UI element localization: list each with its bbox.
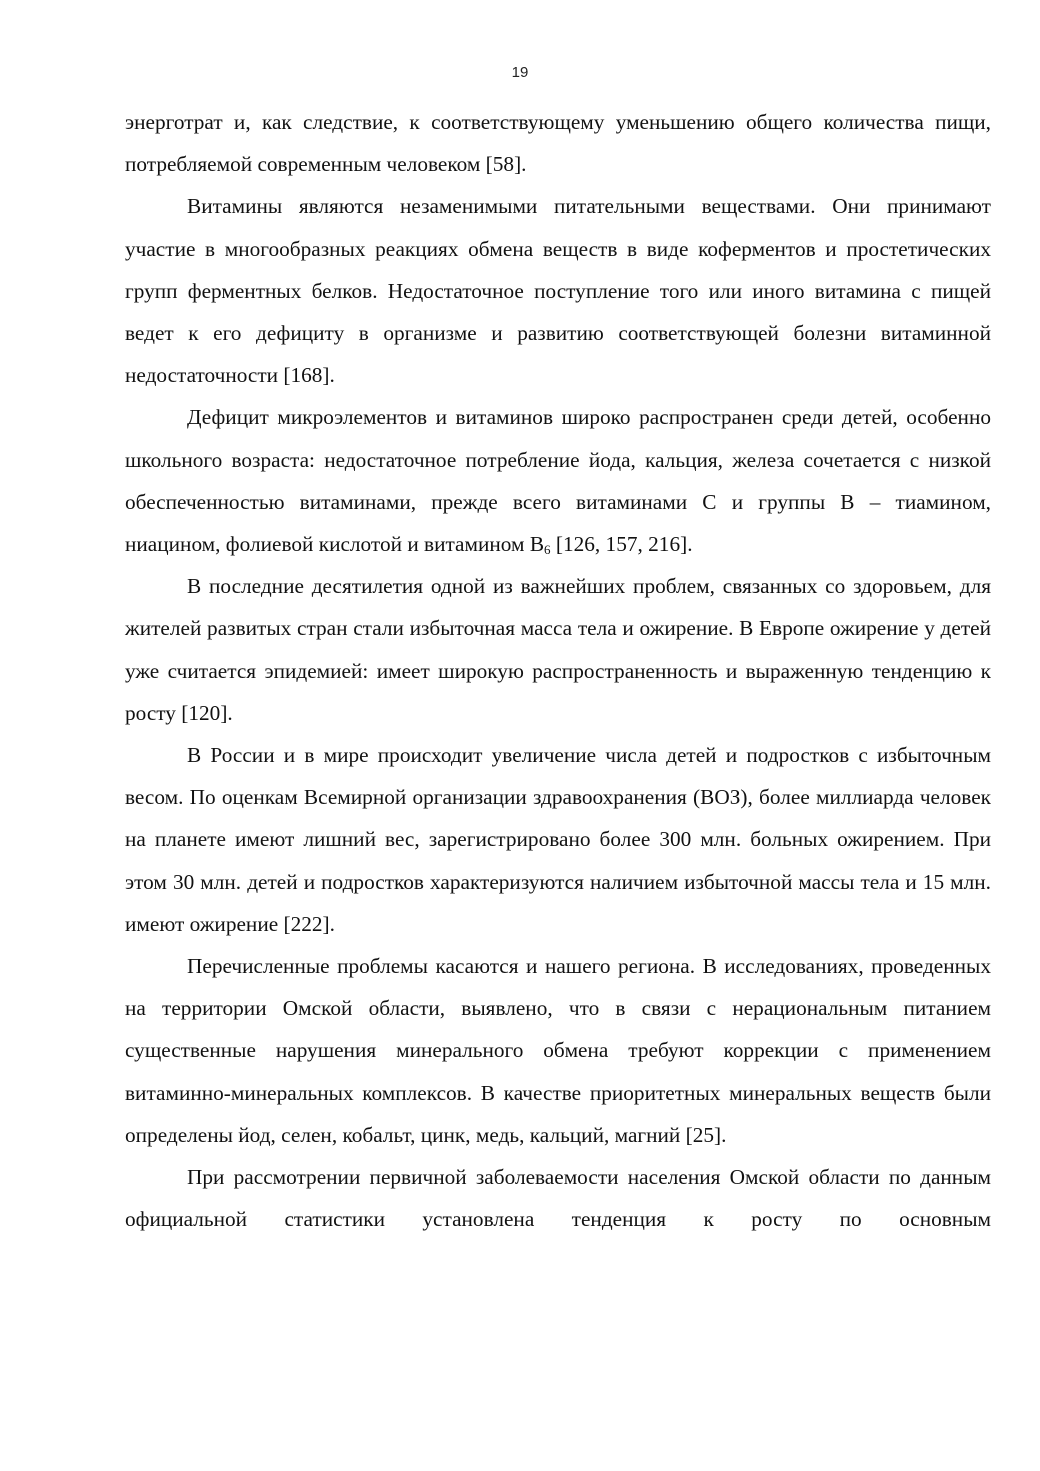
paragraph-micronutrient-deficiency <box>125 396 991 565</box>
paragraph-omsk-region: Перечисленные проблемы касаются и нашего региона. В исследованиях, проведенных на территории Омской области, выявлено, что в связи с нерациональным питанием существенные нарушения минерального обмена требуют коррекции с применением витаминно-минеральных комплексов. В качестве приоритетных минеральных веществ были определены йод, селен, кобальт, цинк, медь, кальций, магний [25]. <box>125 954 991 1147</box>
subscript: 6 <box>544 542 551 558</box>
paragraph-obesity-russia: В России и в мире происходит увеличение числа детей и подростков с избыточным весом. По оценкам Всемирной организации здравоохранения (ВОЗ), более миллиарда человек на планете имеют лишний вес, зарегистрировано более 300 млн. больных ожирением. При этом 30 млн. детей и подростков характеризуются наличием избыточной массы тела и 15 млн. имеют ожирение [222]. <box>125 743 991 936</box>
paragraph-morbidity: При рассмотрении первичной заболеваемости населения Омской области по данным официальной статистики установлена тенденция к росту по основным <box>125 1165 991 1232</box>
paragraph-obesity-europe: В последние десятилетия одной из важнейших проблем, связанных со здоровьем, для жителей развитых стран стали избыточная масса тела и ожирение. В Европе ожирение у детей уже считается эпидемией: имеет широкую распространенность и выраженную тенденцию к росту [120]. <box>125 574 991 725</box>
page-number: 19 <box>511 64 529 81</box>
paragraph-continuation: энерготрат и, как следствие, к соответствующему уменьшению общего количества пищи, потребляемой современным человеком [58]. <box>125 110 991 177</box>
document-body <box>125 101 991 1240</box>
paragraph-text: [126, 157, 216]. <box>550 532 693 557</box>
paragraph-vitamins: Витамины являются незаменимыми питательными веществами. Они принимают участие в многообразных реакциях обмена веществ в виде коферментов и простетических групп ферментных белков. Недостаточное поступление того или иного витамина с пищей ведет к его дефициту в организме и развитию соответствующей болезни витаминной недостаточности [168]. <box>125 194 991 388</box>
paragraph-text: Дефицит микроэлементов и витаминов широко распространен среди детей, особенно школьного возраста: недостаточное потребление йода, кальция, железа сочетается с низкой обеспеченностью витаминами, прежде всего витаминами С и группы В – тиамином, ниацином, фолиевой кислотой и витамином В <box>125 405 991 557</box>
